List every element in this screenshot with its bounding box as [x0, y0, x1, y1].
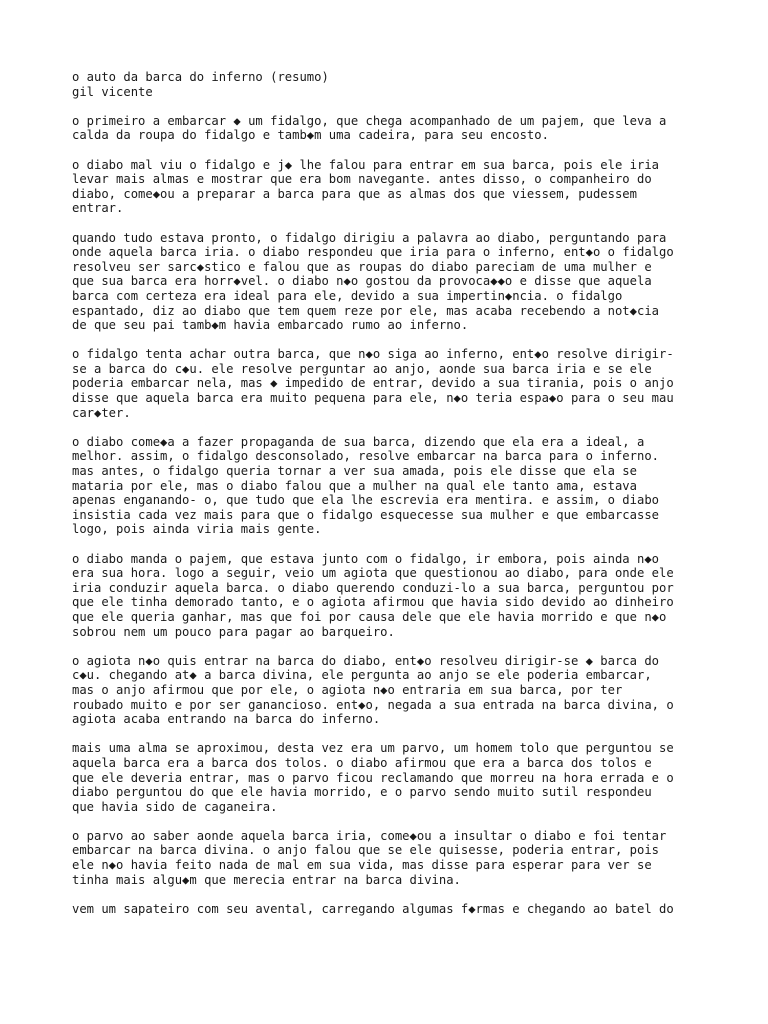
- paragraph-line: era sua hora. logo a seguir, veio um agiota que questionou ao diabo, para onde ele: [72, 566, 674, 581]
- paragraph-line: calda da roupa do fidalgo e tamb◆m uma cadeira, para seu encosto.: [72, 128, 549, 143]
- paragraph-line: que ele deveria entrar, mas o parvo ficou reclamando que morreu na hora errada e o: [72, 770, 674, 785]
- paragraph: [72, 741, 696, 814]
- paragraph-line: ele n◆o havia feito nada de mal em sua vida, mas disse para esperar para ver se: [72, 858, 652, 873]
- paragraph: [72, 231, 696, 333]
- paragraph-line: espantado, diz ao diabo que tem quem reze por ele, mas acaba recebendo a not◆cia: [72, 303, 659, 318]
- paragraph-line: o parvo ao saber aonde aquela barca iria, come◆ou a insultar o diabo e foi tentar: [72, 828, 667, 843]
- document-author: gil vicente: [72, 84, 153, 99]
- paragraph-line: o diabo come◆a a fazer propaganda de sua barca, dizendo que ela era a ideal, a: [72, 434, 645, 449]
- paragraph-line: roubado muito e por ser ganancioso. ent◆o, negada a sua entrada na barca divina, o: [72, 697, 674, 712]
- paragraph-line: que ele tinha demorado tanto, e o agiota afirmou que havia sido devido ao dinheiro: [72, 595, 674, 610]
- paragraph-line: de que seu pai tamb◆m havia embarcado rumo ao inferno.: [72, 318, 469, 333]
- paragraph-line: se a barca do c◆u. ele resolve perguntar ao anjo, aonde sua barca iria e se ele: [72, 361, 652, 376]
- document-header: [72, 70, 696, 99]
- paragraph: [72, 347, 696, 420]
- paragraph-line: car◆ter.: [72, 405, 131, 420]
- paragraph-line: iria conduzir aquela barca. o diabo querendo conduzi-lo a sua barca, perguntou por: [72, 580, 674, 595]
- paragraph-line: que sua barca era horr◆vel. o diabo n◆o gostou da provoca◆◆o e disse que aquela: [72, 274, 652, 289]
- paragraph-line: que havia sido de caganeira.: [72, 799, 278, 814]
- paragraph-line: o agiota n◆o quis entrar na barca do diabo, ent◆o resolveu dirigir-se ◆ barca do: [72, 653, 659, 668]
- paragraph-line: tinha mais algu◆m que merecia entrar na barca divina.: [72, 872, 461, 887]
- paragraph-line: insistia cada vez mais para que o fidalgo esquecesse sua mulher e que embarcasse: [72, 507, 659, 522]
- paragraph-line: quando tudo estava pronto, o fidalgo dirigiu a palavra ao diabo, perguntando para: [72, 230, 667, 245]
- paragraph-line: mais uma alma se aproximou, desta vez era um parvo, um homem tolo que perguntou se: [72, 741, 674, 756]
- paragraph-line: melhor. assim, o fidalgo desconsolado, resolve embarcar na barca para o inferno.: [72, 449, 659, 464]
- paragraph: [72, 654, 696, 727]
- paragraph-line: embarcar na barca divina. o anjo falou que se ele quisesse, poderia entrar, pois: [72, 843, 659, 858]
- paragraph-line: mas o anjo afirmou que por ele, o agiota n◆o entraria em sua barca, por ter: [72, 682, 623, 697]
- paragraph: [72, 435, 696, 537]
- paragraph-line: diabo perguntou do que ele havia morrido, e o parvo sendo muito sutil respondeu: [72, 785, 652, 800]
- paragraph-line: poderia embarcar nela, mas ◆ impedido de entrar, devido a sua tirania, pois o anjo: [72, 376, 674, 391]
- paragraph-line: barca com certeza era ideal para ele, devido a sua impertin◆ncia. o fidalgo: [72, 288, 623, 303]
- paragraph-line: o diabo mal viu o fidalgo e j◆ lhe falou para entrar em sua barca, pois ele iria: [72, 157, 659, 172]
- paragraph-line: resolveu ser sarc◆stico e falou que as roupas do diabo pareciam de uma mulher e: [72, 259, 652, 274]
- document-title: o auto da barca do inferno (resumo): [72, 70, 329, 84]
- paragraph: [72, 829, 696, 887]
- paragraph-line: apenas enganando- o, que tudo que ela lhe escrevia era mentira. e assim, o diabo: [72, 493, 659, 508]
- paragraph-line: o primeiro a embarcar ◆ um fidalgo, que chega acompanhado de um pajem, que leva a: [72, 113, 667, 128]
- paragraph-line: onde aquela barca iria. o diabo respondeu que iria para o inferno, ent◆o o fidalgo: [72, 245, 674, 260]
- paragraph: [72, 902, 696, 917]
- paragraph: [72, 114, 696, 143]
- paragraph: [72, 552, 696, 640]
- paragraph-line: vem um sapateiro com seu avental, carregando algumas f◆rmas e chegando ao batel do: [72, 901, 674, 916]
- paragraph-line: mataria por ele, mas o diabo falou que a mulher na qual ele tanto ama, estava: [72, 478, 637, 493]
- paragraph: [72, 158, 696, 216]
- paragraph-line: disse que aquela barca era muito pequena para ele, n◆o teria espa◆o para o seu mau: [72, 391, 674, 406]
- paragraph-line: que ele queria ganhar, mas que foi por causa dele que ele havia morrido e que n◆o: [72, 609, 667, 624]
- paragraph-line: mas antes, o fidalgo queria tornar a ver sua amada, pois ele disse que ela se: [72, 464, 637, 479]
- paragraph-line: entrar.: [72, 201, 124, 216]
- paragraph-line: sobrou nem um pouco para pagar ao barqueiro.: [72, 624, 395, 639]
- document-page: [72, 70, 696, 931]
- document-body: [72, 114, 696, 917]
- paragraph-line: o fidalgo tenta achar outra barca, que n◆o siga ao inferno, ent◆o resolve dirigir-: [72, 347, 674, 362]
- paragraph-line: logo, pois ainda viria mais gente.: [72, 522, 322, 537]
- paragraph-line: levar mais almas e mostrar que era bom navegante. antes disso, o companheiro do: [72, 172, 652, 187]
- paragraph-line: o diabo manda o pajem, que estava junto com o fidalgo, ir embora, pois ainda n◆o: [72, 551, 659, 566]
- paragraph-line: diabo, come◆ou a preparar a barca para que as almas dos que viessem, pudessem: [72, 186, 637, 201]
- paragraph-line: aquela barca era a barca dos tolos. o diabo afirmou que era a barca dos tolos e: [72, 755, 652, 770]
- paragraph-line: c◆u. chegando at◆ a barca divina, ele pergunta ao anjo se ele poderia embarcar,: [72, 668, 652, 683]
- paragraph-line: agiota acaba entrando na barca do inferno.: [72, 712, 381, 727]
